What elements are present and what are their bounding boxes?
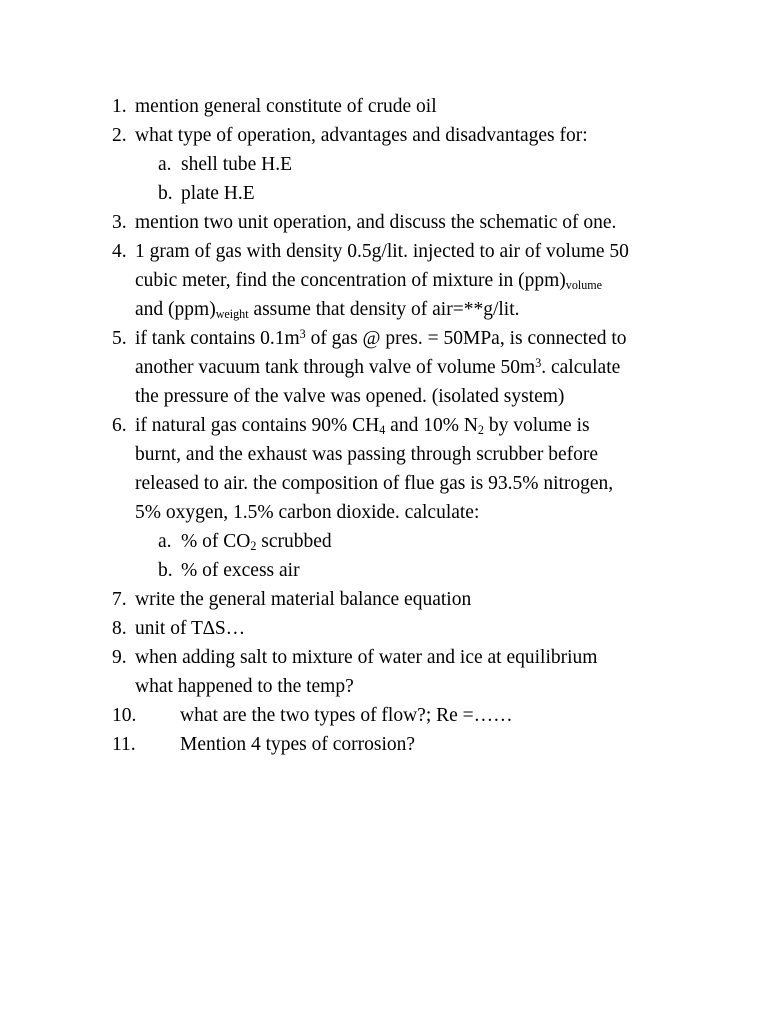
question-9-line-2: what happened to the temp? (135, 676, 354, 697)
question-6b-number: b. (158, 560, 173, 581)
question-7-number: 7. (112, 589, 127, 610)
text-run: scrubbed (256, 531, 332, 552)
question-3-number: 3. (112, 212, 127, 233)
question-6b-text: % of excess air (181, 560, 300, 581)
question-6-line-1 (135, 411, 590, 440)
question-2-number: 2. (112, 125, 127, 146)
text-run: if tank contains 0.1m (135, 328, 300, 349)
question-2a-number: a. (158, 154, 172, 175)
text-run: and 10% N (385, 415, 478, 436)
question-2-text: what type of operation, advantages and disadvantages for: (135, 125, 588, 146)
text-run: % of CO (181, 531, 251, 552)
text-run: of gas @ pres. = 50MPa, is connected to (305, 328, 627, 349)
question-2b-number: b. (158, 183, 173, 204)
text-run: by volume is (483, 415, 590, 436)
question-5-line-2 (135, 353, 620, 382)
subscript: 4 (379, 423, 386, 438)
question-1-text: mention general constitute of crude oil (135, 96, 437, 117)
question-6-line-3: released to air. the composition of flue gas is 93.5% nitrogen, (135, 473, 614, 494)
question-7-text: write the general material balance equation (135, 589, 472, 610)
question-2b-text: plate H.E (181, 183, 255, 204)
question-11-text: Mention 4 types of corrosion? (180, 734, 416, 755)
subscript: volume (565, 278, 603, 293)
text-run: assume that density of air=**g/lit. (248, 299, 520, 320)
question-8-text: unit of T∆S… (135, 618, 246, 639)
subscript: 2 (250, 539, 257, 554)
question-4-number: 4. (112, 241, 127, 262)
question-number: 1. (112, 96, 127, 117)
subscript: 2 (477, 423, 484, 438)
question-4-line-2 (135, 266, 602, 295)
question-10-number: 10. (112, 705, 137, 726)
text-run: cubic meter, find the concentration of mixture in (ppm) (135, 270, 566, 291)
question-6-line-2: burnt, and the exhaust was passing through scrubber before (135, 444, 599, 465)
question-9-number: 9. (112, 647, 127, 668)
text-run: . calculate (541, 357, 621, 378)
question-4-line-1: 1 gram of gas with density 0.5g/lit. injected to air of volume 50 (135, 241, 629, 262)
question-2a-text: shell tube H.E (181, 154, 293, 175)
text-run: and (ppm) (135, 299, 216, 320)
text-run: if natural gas contains 90% CH (135, 415, 380, 436)
question-6-number: 6. (112, 415, 127, 436)
question-9-line-1: when adding salt to mixture of water and ice at equilibrium (135, 647, 598, 668)
question-6-line-4: 5% oxygen, 1.5% carbon dioxide. calculate: (135, 502, 480, 523)
superscript: 3 (535, 355, 542, 370)
question-1 (112, 92, 127, 121)
question-11-number: 11. (112, 734, 136, 755)
question-5-number: 5. (112, 328, 127, 349)
subscript: weight (215, 307, 249, 322)
question-3-text: mention two unit operation, and discuss the schematic of one. (135, 212, 617, 233)
superscript: 3 (299, 326, 306, 341)
question-6a-number: a. (158, 531, 172, 552)
question-4-line-3 (135, 295, 520, 324)
question-5-line-3: the pressure of the valve was opened. (isolated system) (135, 386, 565, 407)
question-8-number: 8. (112, 618, 127, 639)
question-6a-text (181, 527, 332, 556)
text-run: another vacuum tank through valve of volume 50m (135, 357, 536, 378)
question-5-line-1 (135, 324, 627, 353)
question-10-text: what are the two types of flow?; Re =…… (180, 705, 513, 726)
